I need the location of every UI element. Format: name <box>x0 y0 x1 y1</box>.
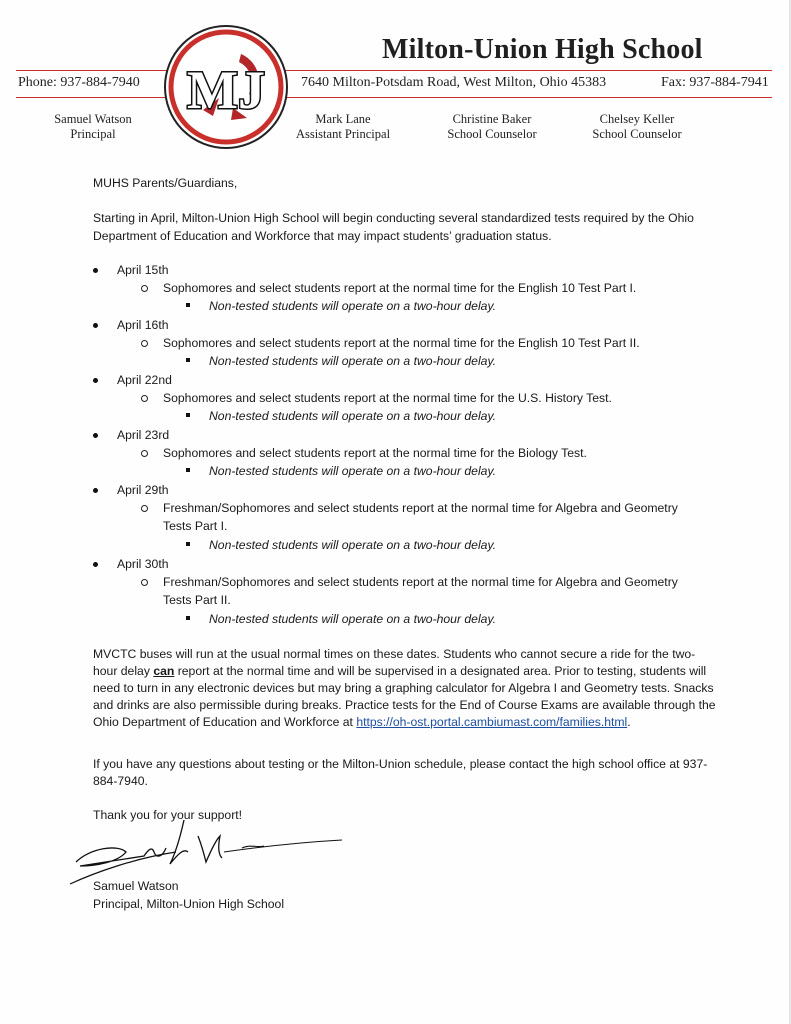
staff-counselor-1 <box>432 112 552 142</box>
staff-title: Assistant Principal <box>295 127 391 141</box>
school-name: Milton-Union High School <box>382 34 703 65</box>
practice-tests-link[interactable]: https://oh-ost.portal.cambiumast.com/families.html <box>356 715 628 729</box>
bus-paragraph-line-4: and drinks are also permissible during breaks. Practice tests for the End of Course Exams are available through the <box>93 698 716 712</box>
staff-counselor-2 <box>577 112 697 142</box>
bus-paragraph-line-2: hour delay can report at the normal time and will be supervised in a designated area. Prior to testing, students will <box>93 664 707 678</box>
signer-title: Principal, Milton-Union High School <box>93 897 285 911</box>
intro-line-2: Department of Education and Workforce that may impact students’ graduation status. <box>93 229 552 243</box>
staff-name: Samuel Watson <box>54 112 132 126</box>
intro-line-1: Starting in April, Milton-Union High School will begin conducting several standardized tests required by the Ohio <box>93 211 694 225</box>
school-address: 7640 Milton-Potsdam Road, West Milton, Ohio 45383 <box>301 75 607 90</box>
greeting: MUHS Parents/Guardians, <box>93 176 238 190</box>
fax-number: Fax: 937-884-7941 <box>661 75 769 90</box>
bus-paragraph-line-3: need to turn in any electronic devices but may bring a graphing calculator for Algebra I and Geometry tests. Snacks <box>93 681 714 695</box>
bus-paragraph-line-5: Ohio Department of Education and Workforce at https://oh-ost.portal.cambiumast.com/families.html. <box>93 715 631 729</box>
signer-name: Samuel Watson <box>93 879 179 893</box>
staff-name: Chelsey Keller <box>599 112 675 126</box>
staff-principal <box>38 112 148 142</box>
phone-number: Phone: 937-884-7940 <box>18 75 140 90</box>
contact-paragraph-line-2: 884-7940. <box>93 774 148 788</box>
header-rule-bottom <box>16 97 772 98</box>
header-rule-top <box>16 70 772 71</box>
contact-paragraph-line-1: If you have any questions about testing or the Milton-Union schedule, please contact the high school office at 937- <box>93 757 708 771</box>
staff-name: Mark Lane <box>315 112 371 126</box>
school-logo <box>163 24 289 150</box>
closing: Thank you for your support! <box>93 808 243 822</box>
staff-title: Principal <box>70 127 116 141</box>
staff-title: School Counselor <box>447 127 537 141</box>
emphasis-can: can <box>153 664 175 678</box>
logo-initials: MJ <box>187 60 265 120</box>
staff-title: School Counselor <box>592 127 682 141</box>
staff-name: Christine Baker <box>452 112 532 126</box>
staff-assistant-principal <box>283 112 403 142</box>
bus-paragraph-line-1: MVCTC buses will run at the usual normal times on these dates. Students who cannot secure a ride for the two- <box>93 647 696 661</box>
